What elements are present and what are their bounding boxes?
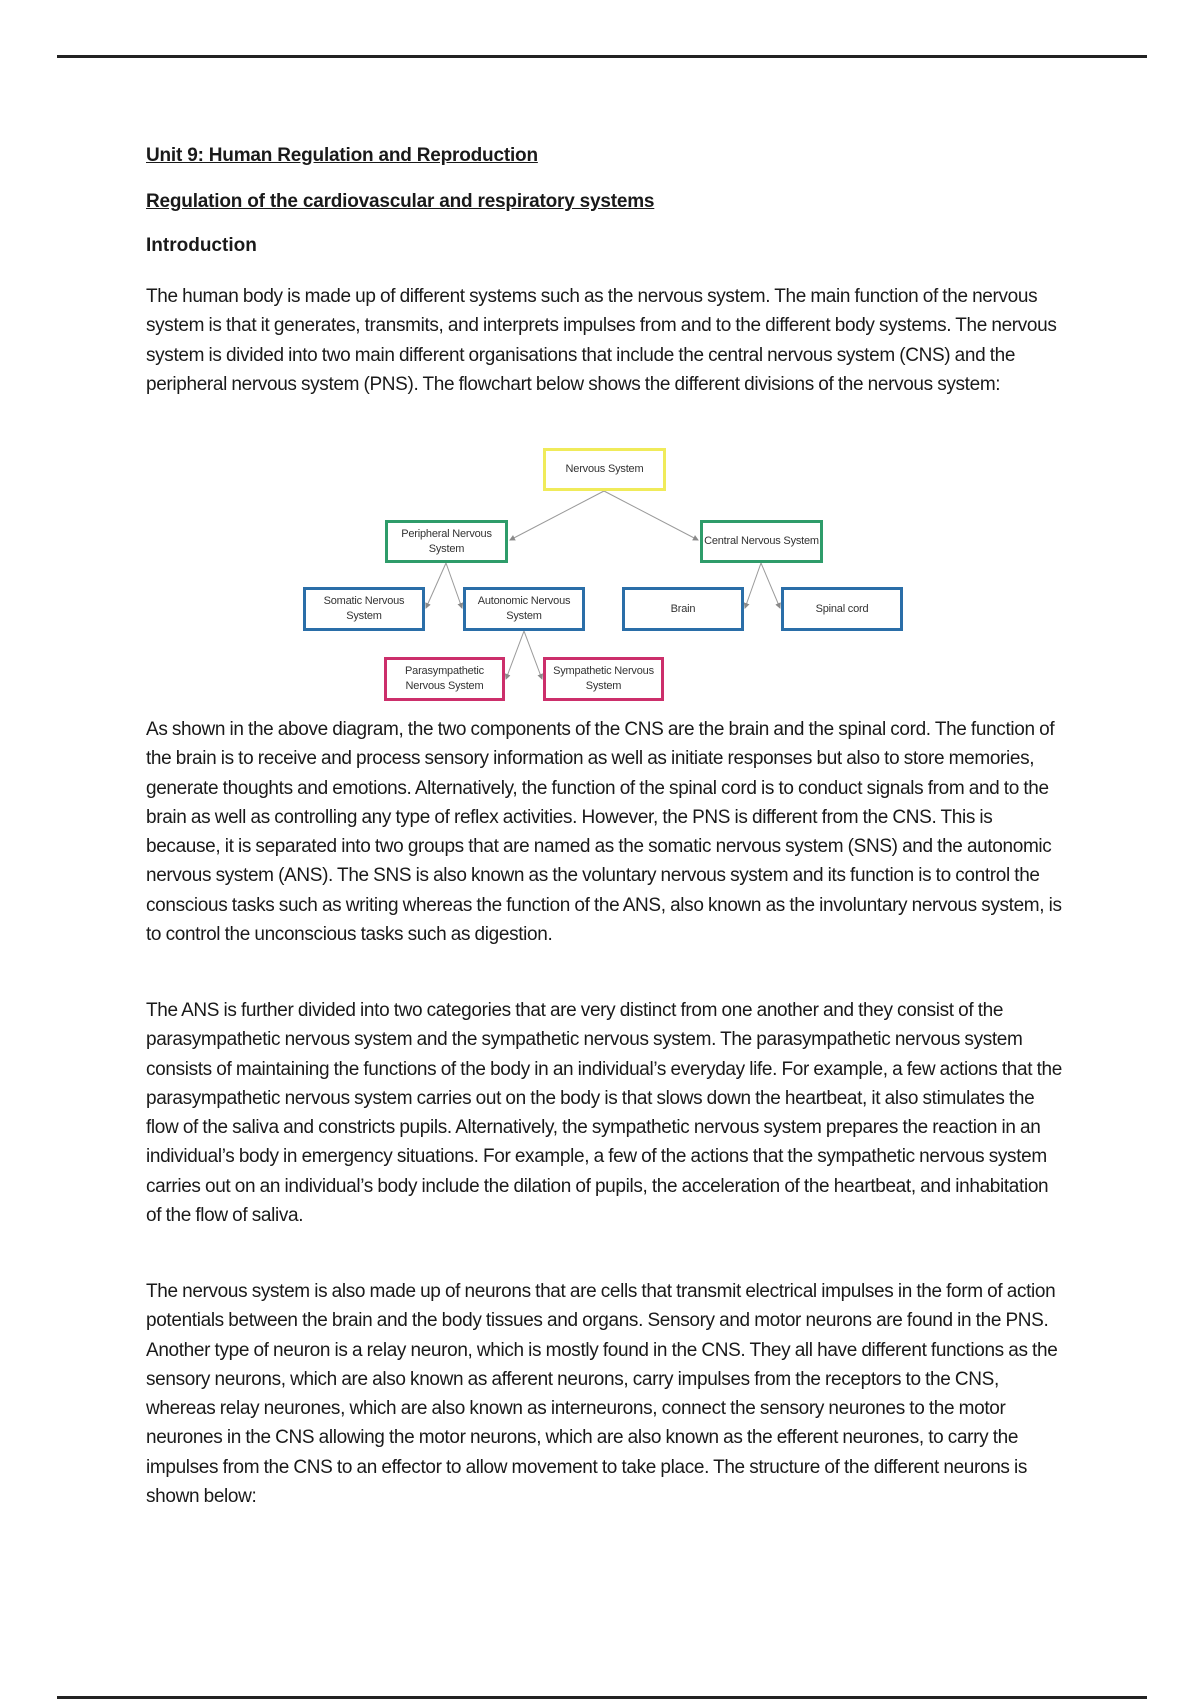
- footer-rule: [57, 1696, 1147, 1699]
- section-heading: Regulation of the cardiovascular and respiratory systems: [146, 191, 655, 212]
- paragraph-neurons: The nervous system is also made up of neurons that are cells that transmit electrical impulses in the form of action potentials between the brain and the body tissues and organs. Sensory and motor neurons are found in the PNS. Another type of neuron is a relay neuron, which is mostly found in the CNS. They all have different functions as the sensory neurons, which are also known as afferent neurons, carry impulses from the receptors to the CNS, whereas relay neurones, which are also known as interneurons, connect the sensory neurones to the motor neurones in the CNS allowing the motor neurons, which are also known as the efferent neurones, to carry the impulses from the CNS to an effector to allow movement to take place. The structure of the different neurons is shown below:: [146, 1281, 1058, 1508]
- node-autonomic-nervous-system: Autonomic Nervous System: [463, 587, 585, 631]
- node-sympathetic-nervous-system: Sympathetic Nervous System: [543, 657, 664, 701]
- intro-heading: Introduction: [146, 235, 257, 256]
- paragraph-intro: The human body is made up of different systems such as the nervous system. The main function of the nervous system is that it generates, transmits, and interprets impulses from and to the different body systems. The nervous system is divided into two main different organisations that include the central nervous system (CNS) and the peripheral nervous system (PNS). The flowchart below shows the different divisions of the nervous system:: [146, 286, 1057, 395]
- node-nervous-system: Nervous System: [543, 448, 666, 491]
- paragraph-cns-pns: As shown in the above diagram, the two components of the CNS are the brain and the spinal cord. The function of the brain is to receive and process sensory information as well as initiate responses but also to store memories, generate thoughts and emotions. Alternatively, the function of the spinal cord is to conduct signals from and to the brain as well as controlling any type of reflex activities. However, the PNS is different from the CNS. This is because, it is separated into two groups that are named as the somatic nervous system (SNS) and the autonomic nervous system (ANS). The SNS is also known as the voluntary nervous system and its function is to control the conscious tasks such as writing whereas the function of the ANS, also known as the involuntary nervous system, is to control the unconscious tasks such as digestion.: [146, 719, 1062, 946]
- document-headings: [146, 144, 1066, 276]
- node-peripheral-nervous-system: Peripheral Nervous System: [385, 520, 508, 563]
- header-rule: [57, 55, 1147, 58]
- paragraph-ans: The ANS is further divided into two categories that are very distinct from one another and they consist of the parasympathetic nervous system and the sympathetic nervous system. The parasympathetic nervous system consists of maintaining the functions of the body in an individual’s everyday life. For example, a few actions that the parasympathetic nervous system carries out on the body is that slows down the heartbeat, it also stimulates the flow of the saliva and constricts pupils. Alternatively, the sympathetic nervous system prepares the reaction in an individual’s body in emergency situations. For example, a few of the actions that the sympathetic nervous system carries out on an individual’s body include the dilation of pupils, the acceleration of the heartbeat, and inhabitation of the flow of saliva.: [146, 1000, 1062, 1227]
- node-central-nervous-system: Central Nervous System: [700, 520, 823, 563]
- node-spinal-cord: Spinal cord: [781, 587, 903, 631]
- node-somatic-nervous-system: Somatic Nervous System: [303, 587, 425, 631]
- node-brain: Brain: [622, 587, 744, 631]
- unit-heading: Unit 9: Human Regulation and Reproduction: [146, 145, 538, 166]
- node-parasympathetic-nervous-system: Parasympathetic Nervous System: [384, 657, 505, 701]
